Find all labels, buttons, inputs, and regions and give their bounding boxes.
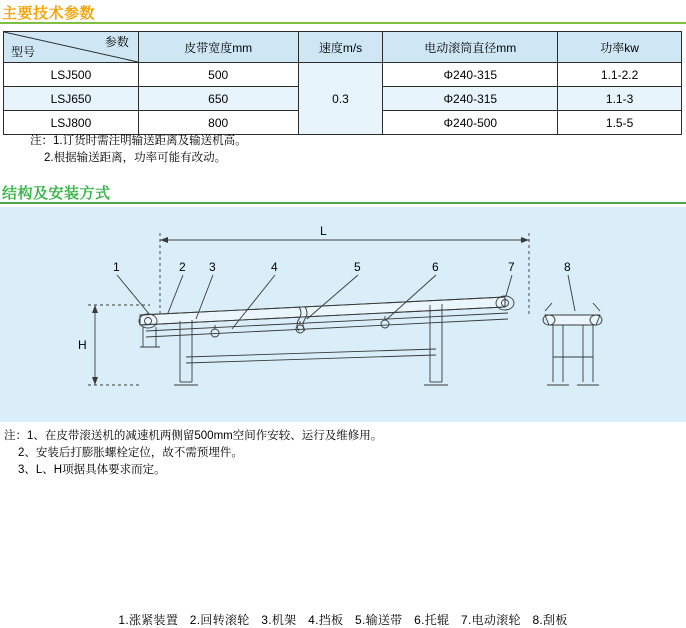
cell-power: 1.5-5 [558,111,682,135]
cell-drum-diameter: Φ240-315 [383,87,558,111]
legend-item-4: 4.挡板 [308,613,344,627]
parameters-notes [30,133,247,167]
cell-model: LSJ500 [4,63,139,87]
cell-drum-diameter: Φ240-315 [383,63,558,87]
corner-label-parameter: 参数 [104,35,129,49]
cell-power: 1.1-2.2 [558,63,682,87]
legend-item-7: 7.电动滚轮 [460,613,521,627]
note-line: 注：1、在皮带滚送机的减速机两侧留500mm空间作安较、运行及维修用。 [4,430,383,442]
specifications-table [3,31,682,135]
cell-belt-width: 800 [138,111,298,135]
legend-item-3: 3.机架 [261,613,297,627]
legend-item-8: 8.刮板 [532,613,568,627]
callout-8: 8 [564,260,571,274]
callout-7: 7 [508,260,515,274]
cell-speed: 0.3 [298,63,383,135]
callout-1: 1 [113,260,120,274]
table-header-row [4,32,682,63]
note-line: 3、L、H项据具体要求而定。 [18,464,166,476]
section-divider-structure [0,202,686,204]
callout-4: 4 [271,260,278,274]
conveyor-drawing-icon [0,207,686,422]
legend-item-5: 5.输送带 [354,613,403,627]
callout-2: 2 [179,260,186,274]
diagram-legend [0,611,686,628]
header-drum-diameter: 电动滚筒直径mm [383,32,558,63]
table-row [4,63,682,87]
cell-power: 1.1-3 [558,87,682,111]
dimension-label-length: L [320,224,327,238]
note-line: 2.根据输送距离，功率可能有改动。 [44,152,227,164]
table-corner-cell [4,32,139,63]
cell-model: LSJ650 [4,87,139,111]
header-belt-width: 皮带宽度mm [138,32,298,63]
cell-model: LSJ800 [4,111,139,135]
section-divider-parameters [0,22,686,24]
callout-6: 6 [432,260,439,274]
dimension-label-height: H [78,338,87,352]
legend-item-1: 1.涨紧装置 [118,613,179,627]
header-speed: 速度m/s [298,32,383,63]
note-line: 2、安装后打膨胀螺栓定位，故不需预埋件。 [18,447,243,459]
corner-label-model: 型号 [11,45,36,59]
cell-belt-width: 650 [138,87,298,111]
legend-item-2: 2.回转滚轮 [189,613,250,627]
cell-drum-diameter: Φ240-500 [383,111,558,135]
callout-3: 3 [209,260,216,274]
section-title-parameters: 主要技术参数 [2,5,96,22]
callout-5: 5 [354,260,361,274]
section-title-structure: 结构及安装方式 [2,185,111,202]
structure-notes [4,428,382,479]
header-power: 功率kw [558,32,682,63]
cell-belt-width: 500 [138,63,298,87]
legend-item-6: 6.托辊 [414,613,450,627]
note-line: 注：1.订货时需注明输送距离及输送机高。 [30,135,247,147]
